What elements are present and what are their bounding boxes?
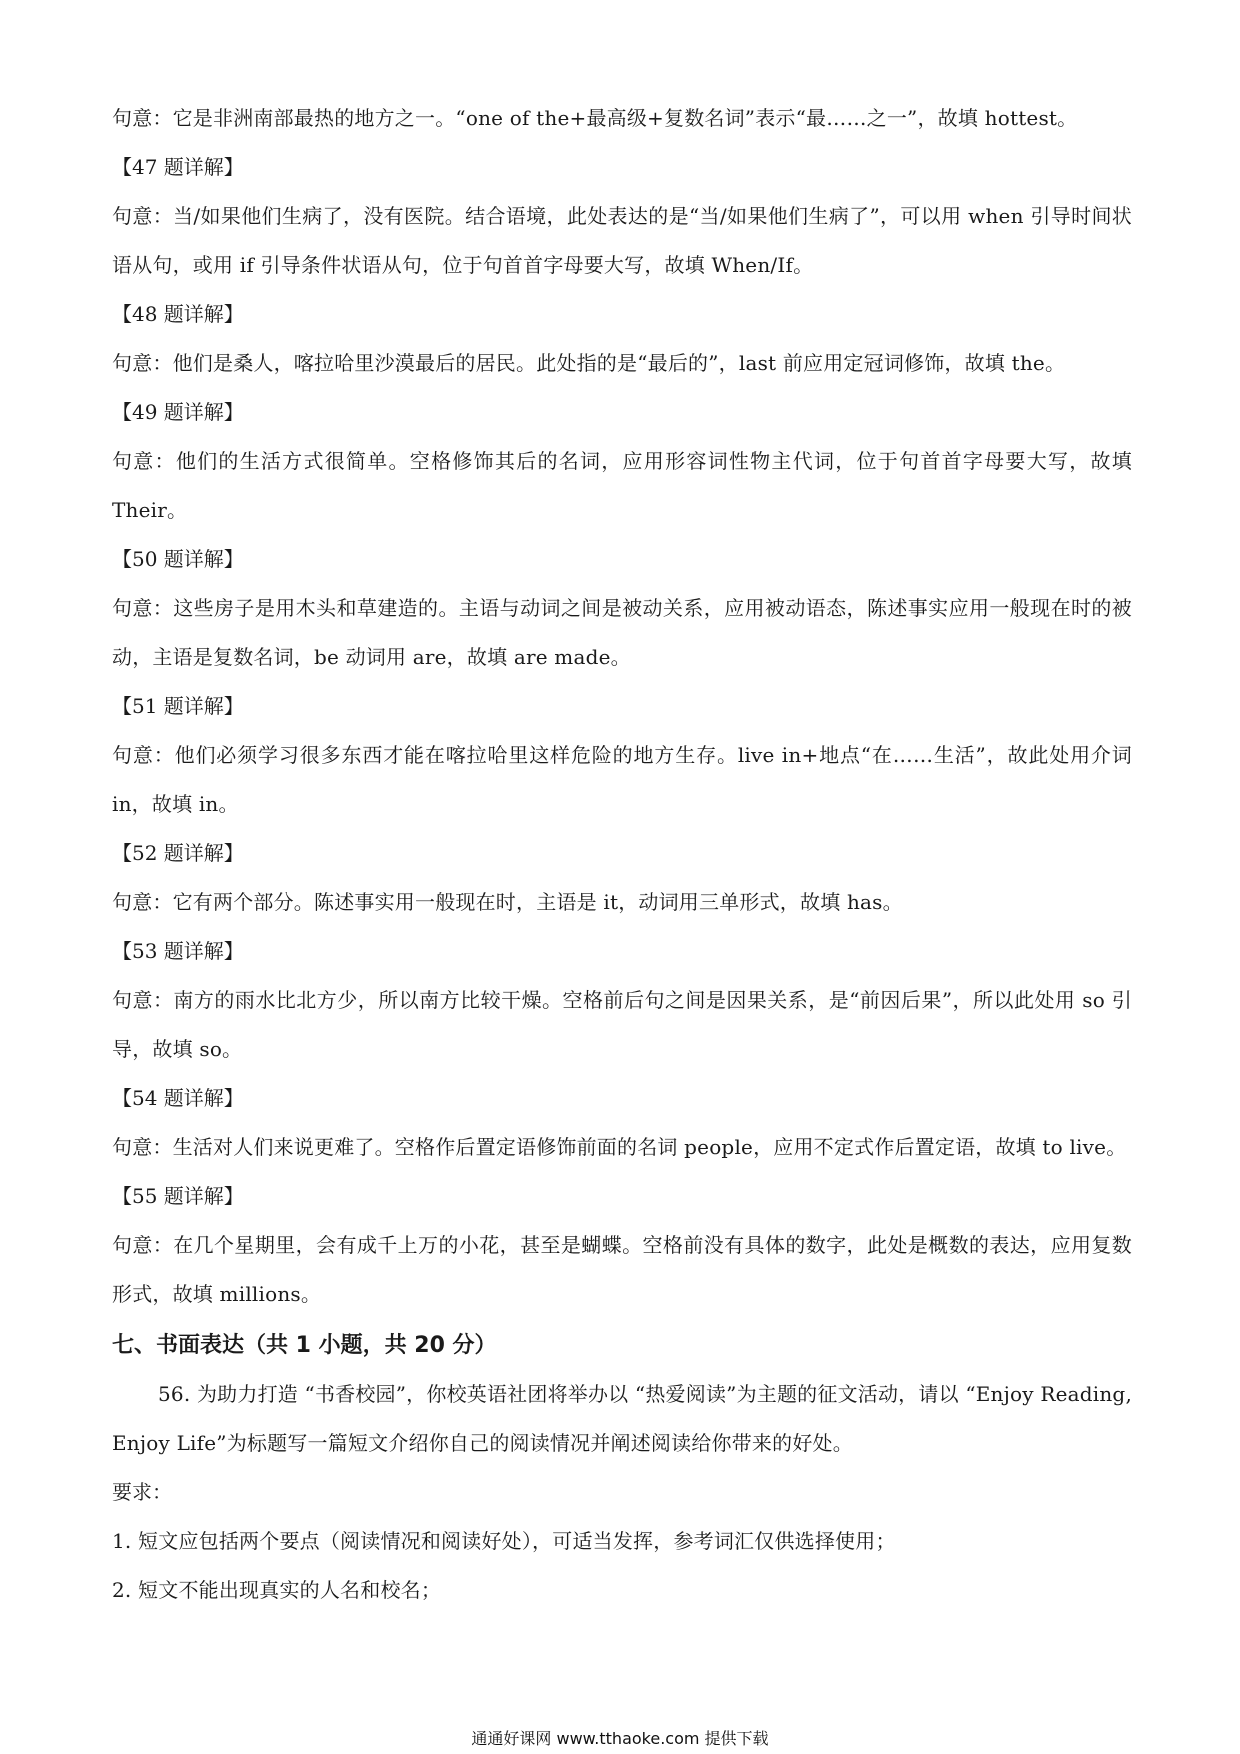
q47-explanation: 句意：当/如果他们生病了，没有医院。结合语境，此处表达的是“当/如果他们生病了”，可以用 when 引导时间状语从句，或用 if 引导条件状语从句，位于句首首字母要大写，故填 When/If。	[112, 204, 1132, 277]
document-body	[112, 94, 1132, 1615]
q50-heading: 【50 题详解】	[112, 547, 244, 571]
q49-explanation: 句意：他们的生活方式很简单。空格修饰其后的名词，应用形容词性物主代词，位于句首首字母要大写，故填 Their。	[112, 449, 1132, 522]
q54-explanation: 句意：生活对人们来说更难了。空格作后置定语修饰前面的名词 people，应用不定式作后置定语，故填 to live。	[112, 1135, 1127, 1159]
q46-explanation: 句意：它是非洲南部最热的地方之一。“one of the+最高级+复数名词”表示“最……之一”，故填 hottest。	[112, 106, 1078, 130]
q48-heading: 【48 题详解】	[112, 302, 244, 326]
q55-explanation: 句意：在几个星期里，会有成千上万的小花，甚至是蝴蝶。空格前没有具体的数字，此处是概数的表达，应用复数形式，故填 millions。	[112, 1233, 1132, 1306]
q51-heading: 【51 题详解】	[112, 694, 244, 718]
q53-explanation: 句意：南方的雨水比北方少，所以南方比较干燥。空格前后句之间是因果关系，是“前因后果”，所以此处用 so 引导，故填 so。	[112, 988, 1132, 1061]
q52-heading: 【52 题详解】	[112, 841, 244, 865]
q51-explanation: 句意：他们必须学习很多东西才能在喀拉哈里这样危险的地方生存。live in+地点“在……生活”，故此处用介词 in，故填 in。	[112, 743, 1132, 816]
writing-prompt: 56. 为助力打造 “书香校园”，你校英语社团将举办以 “热爱阅读”为主题的征文活动，请以 “Enjoy Reading, Enjoy Life”为标题写一篇短文介绍你自己的阅读情况并阐述阅读给你带来的好处。	[112, 1382, 1132, 1455]
requirement-item: 2. 短文不能出现真实的人名和校名；	[112, 1578, 442, 1602]
q47-heading: 【47 题详解】	[112, 155, 244, 179]
q48-explanation: 句意：他们是桑人，喀拉哈里沙漠最后的居民。此处指的是“最后的”，last 前应用定冠词修饰，故填 the。	[112, 351, 1066, 375]
requirement-item: 1. 短文应包括两个要点（阅读情况和阅读好处），可适当发挥，参考词汇仅供选择使用；	[112, 1529, 896, 1553]
requirements-label: 要求：	[112, 1480, 172, 1504]
q53-heading: 【53 题详解】	[112, 939, 244, 963]
q50-explanation: 句意：这些房子是用木头和草建造的。主语与动词之间是被动关系，应用被动语态，陈述事实应用一般现在时的被动，主语是复数名词，be 动词用 are，故填 are made。	[112, 596, 1132, 669]
page-footer: 通通好课网 www.tthaoke.com 提供下载	[471, 1729, 769, 1748]
q52-explanation: 句意：它有两个部分。陈述事实用一般现在时，主语是 it，动词用三单形式，故填 has。	[112, 890, 903, 914]
q49-heading: 【49 题详解】	[112, 400, 244, 424]
q55-heading: 【55 题详解】	[112, 1184, 244, 1208]
q54-heading: 【54 题详解】	[112, 1086, 244, 1110]
section-7-title: 七、书面表达（共 1 小题，共 20 分）	[112, 1333, 497, 1358]
